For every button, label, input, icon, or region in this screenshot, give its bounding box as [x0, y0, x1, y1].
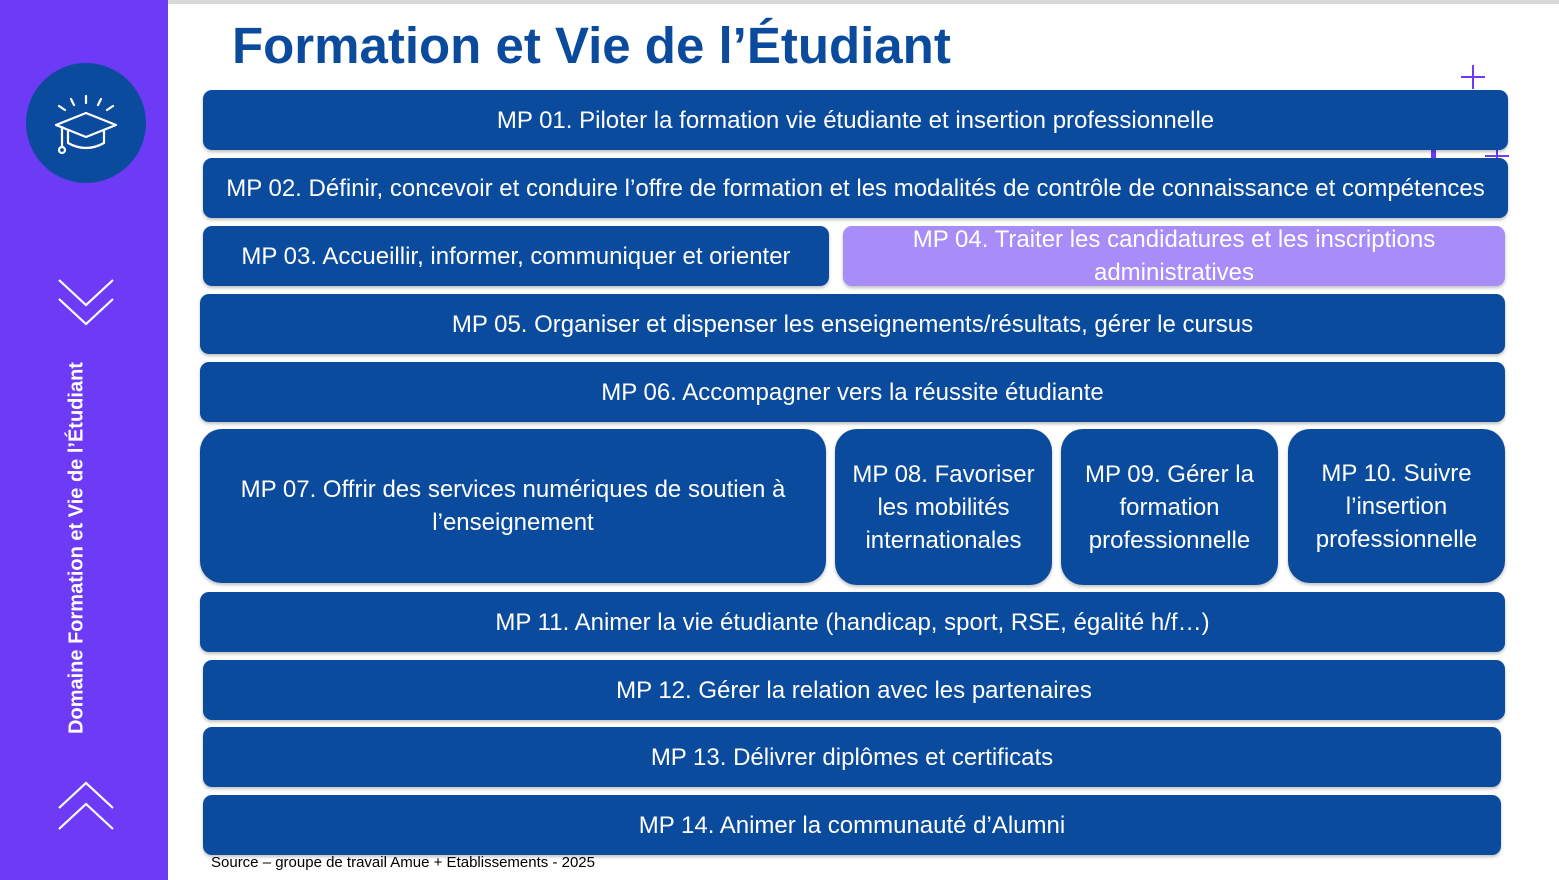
process-box-mp12[interactable]: MP 12. Gérer la relation avec les partenaires [203, 660, 1505, 720]
top-divider [168, 0, 1559, 4]
sidebar [0, 0, 168, 880]
process-box-mp01[interactable]: MP 01. Piloter la formation vie étudiante et insertion professionnelle [203, 90, 1508, 150]
process-box-mp11[interactable]: MP 11. Animer la vie étudiante (handicap, sport, RSE, égalité h/f…) [200, 592, 1505, 652]
chevron-down-icon [55, 277, 117, 329]
domain-badge [26, 63, 146, 183]
process-box-mp06[interactable]: MP 06. Accompagner vers la réussite étudiante [200, 362, 1505, 422]
process-box-mp02[interactable]: MP 02. Définir, concevoir et conduire l’offre de formation et les modalités de contrôle de connaissance et compétences [203, 158, 1508, 218]
sidebar-domain-label: Domaine Formation et Vie de l’Étudiant [65, 362, 88, 734]
process-box-mp05[interactable]: MP 05. Organiser et dispenser les enseignements/résultats, gérer le cursus [200, 294, 1505, 354]
process-box-mp13[interactable]: MP 13. Délivrer diplômes et certificats [203, 727, 1501, 787]
process-box-mp08[interactable]: MP 08. Favoriser les mobilités internationales [835, 429, 1052, 585]
source-note: Source – groupe de travail Amue + Etablissements - 2025 [211, 854, 595, 871]
process-box-mp14[interactable]: MP 14. Animer la communauté d’Alumni [203, 795, 1501, 855]
process-box-mp07[interactable]: MP 07. Offrir des services numériques de soutien à l’enseignement [200, 429, 826, 583]
process-box-mp04[interactable]: MP 04. Traiter les candidatures et les inscriptions administratives [843, 226, 1505, 286]
process-box-mp10[interactable]: MP 10. Suivre l’insertion professionnelle [1288, 429, 1505, 583]
process-box-mp03[interactable]: MP 03. Accueillir, informer, communiquer et orienter [203, 226, 829, 286]
page-title: Formation et Vie de l’Étudiant [232, 17, 951, 74]
graduation-cap-icon [26, 63, 146, 183]
chevron-up-icon [55, 780, 117, 832]
process-box-mp09[interactable]: MP 09. Gérer la formation professionnelle [1061, 429, 1278, 585]
